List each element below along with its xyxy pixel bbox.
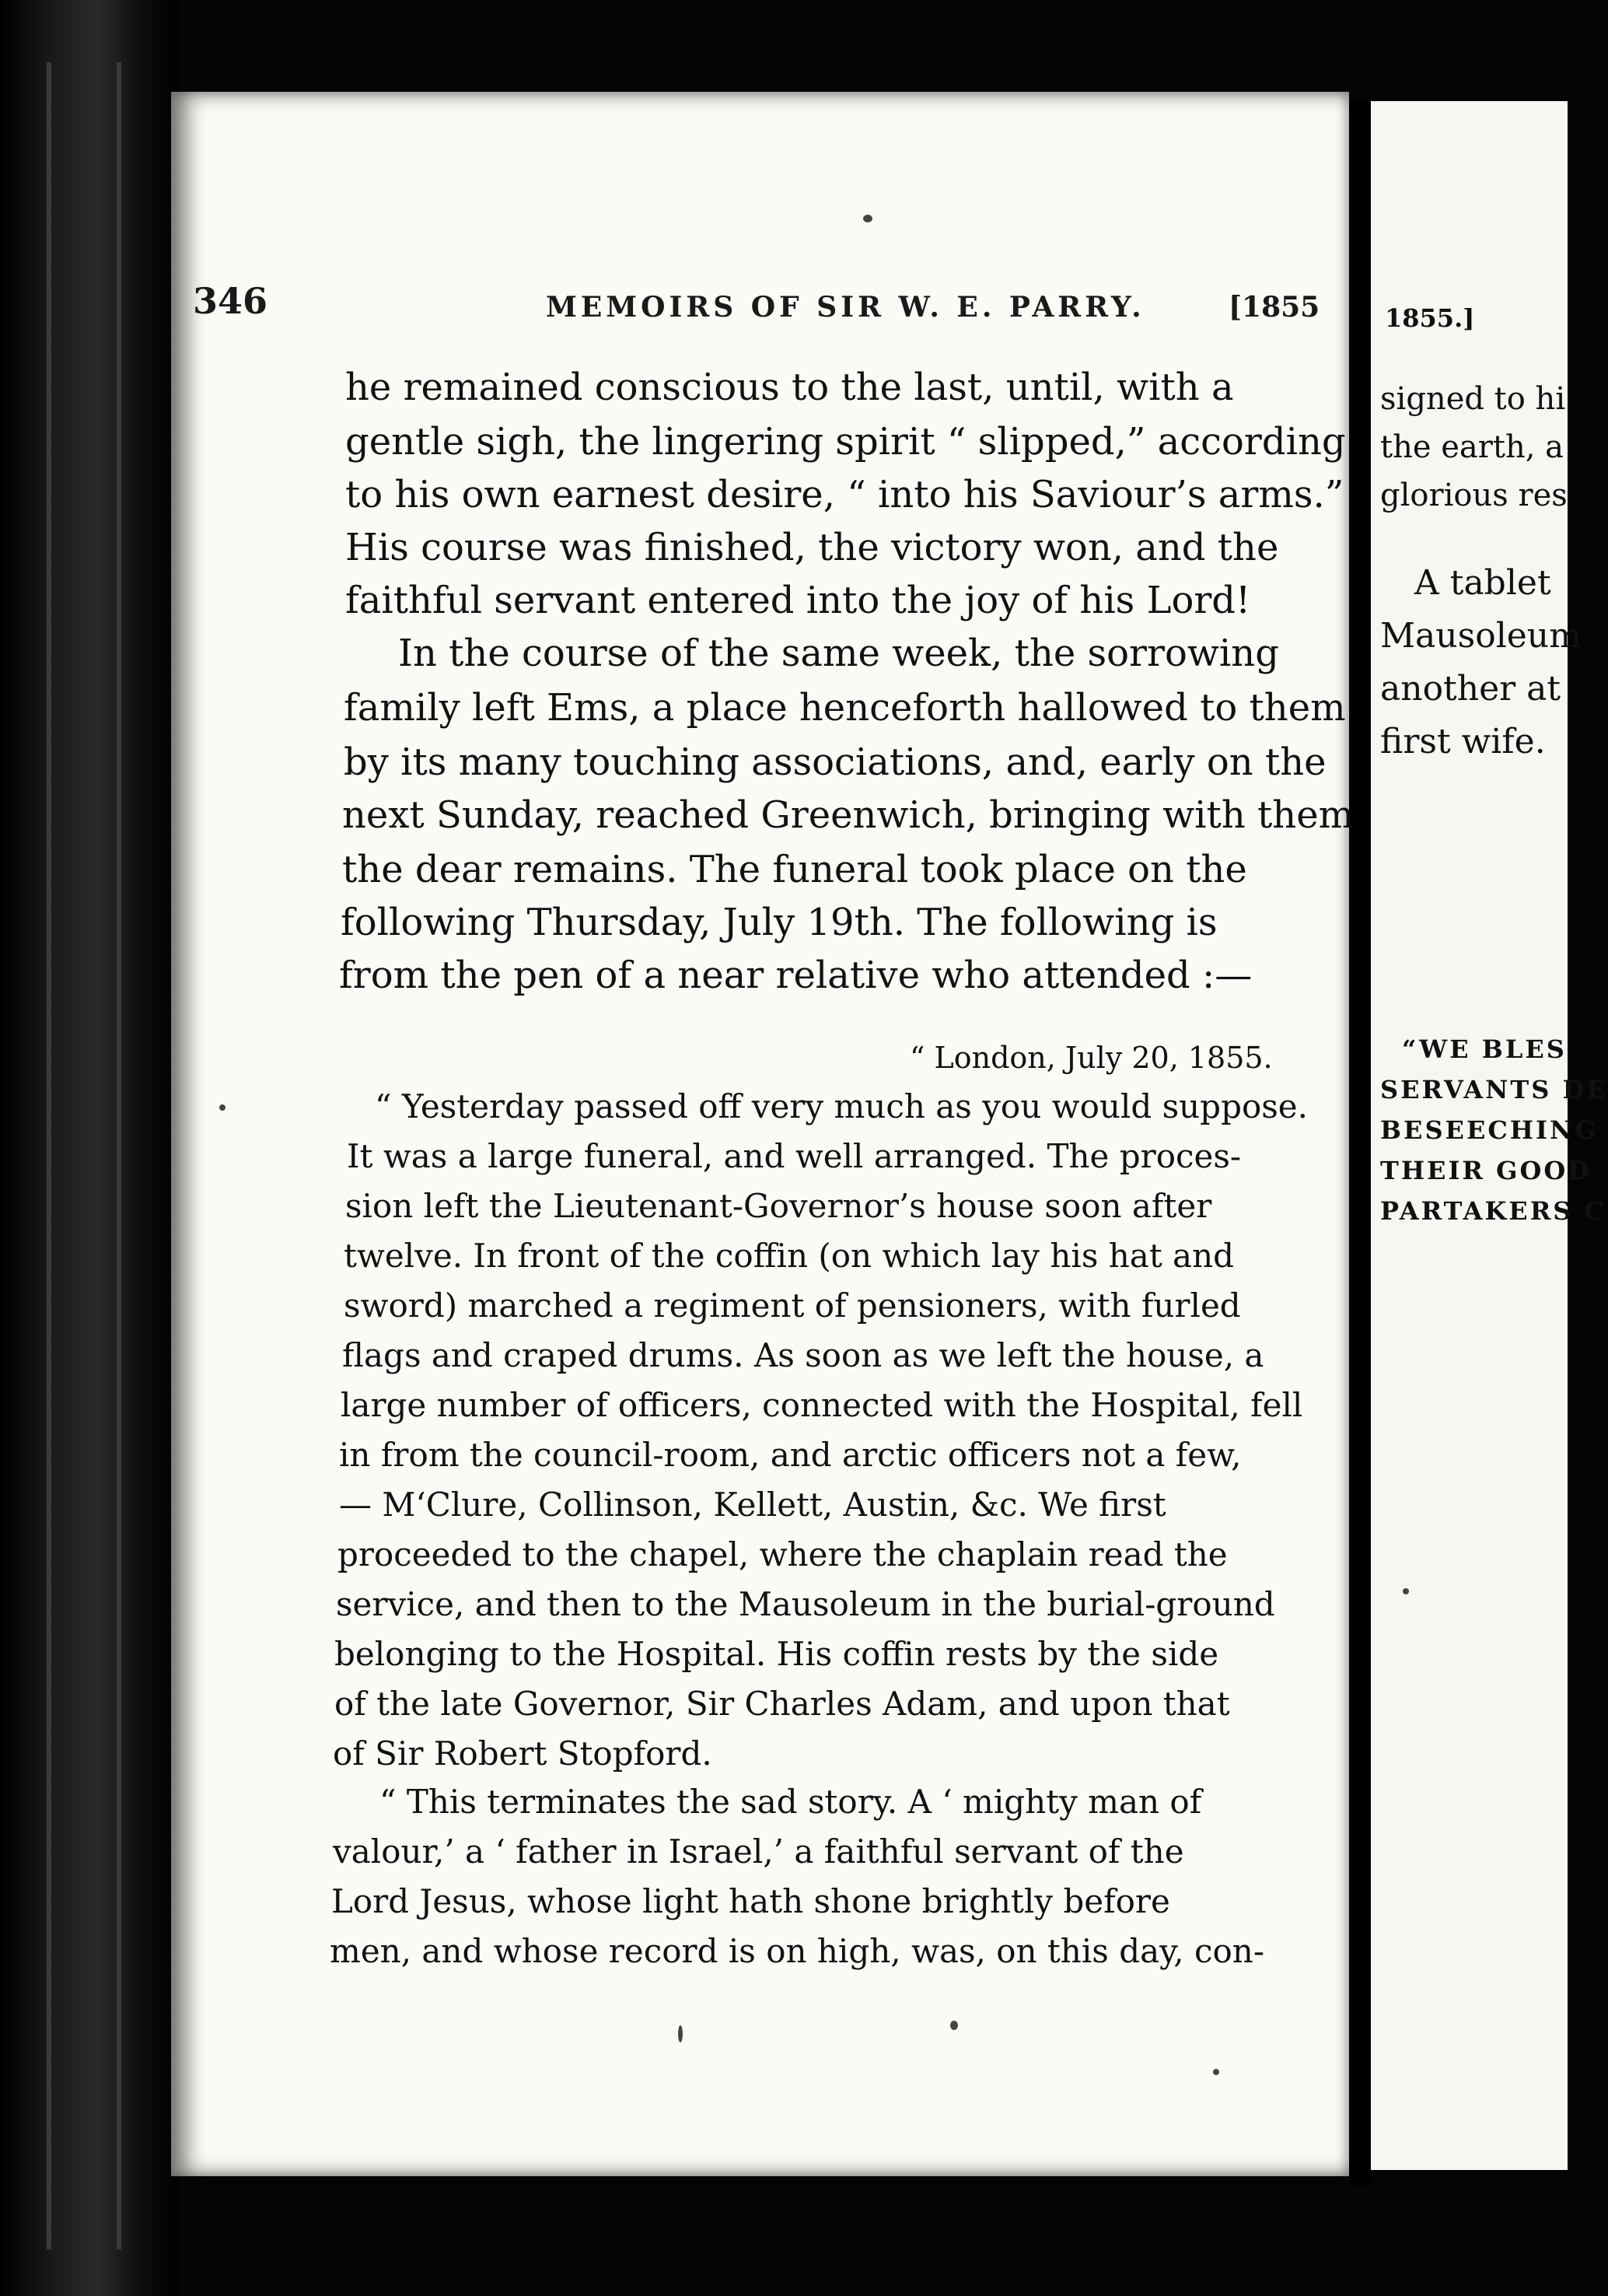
facing-page bbox=[1371, 101, 1608, 2170]
text-line: gentle sigh, the lingering spirit “ slipped,” according bbox=[345, 420, 1346, 464]
text-line: twelve. In front of the coffin (on which lay his hat and bbox=[344, 1237, 1235, 1275]
ink-speck bbox=[678, 2025, 683, 2042]
binding-streak bbox=[47, 62, 51, 2249]
text-line: from the pen of a near relative who attended :— bbox=[339, 954, 1253, 997]
text-line: “ Yesterday passed off very much as you would suppose. bbox=[375, 1087, 1308, 1125]
ink-speck bbox=[1403, 1588, 1409, 1594]
text-line: in from the council-room, and arctic officers not a few, bbox=[339, 1436, 1242, 1474]
facing-line: Mausoleum bbox=[1380, 616, 1582, 656]
text-line: It was a large funeral, and well arranged. The proces- bbox=[347, 1137, 1242, 1175]
text-line: of the late Governor, Sir Charles Adam, and upon that bbox=[334, 1685, 1230, 1723]
text-line: flags and craped drums. As soon as we left the house, a bbox=[342, 1336, 1264, 1374]
text-line: proceeded to the chapel, where the chaplain read the bbox=[337, 1535, 1228, 1573]
letter-dateline: “ London, July 20, 1855. bbox=[910, 1041, 1273, 1075]
binding-streak bbox=[117, 62, 121, 2249]
text-line: following Thursday, July 19th. The following is bbox=[341, 901, 1218, 944]
text-line: to his own earnest desire, “ into his Saviour’s arms.” bbox=[345, 473, 1344, 516]
ink-speck bbox=[219, 1104, 225, 1111]
running-header bbox=[0, 280, 1568, 327]
text-line: sword) marched a regiment of pensioners, with furled bbox=[344, 1286, 1241, 1325]
text-line: — M‘Clure, Collinson, Kellett, Austin, &c. We first bbox=[339, 1486, 1166, 1524]
facing-line: another at bbox=[1380, 669, 1561, 709]
text-line: faithful servant entered into the joy of his Lord! bbox=[345, 579, 1251, 622]
text-line: service, and then to the Mausoleum in the burial-ground bbox=[336, 1585, 1275, 1623]
facing-line: “WE BLES bbox=[1402, 1034, 1567, 1064]
facing-line: BESEECHING bbox=[1380, 1115, 1599, 1145]
text-line: family left Ems, a place henceforth hallowed to them bbox=[344, 686, 1346, 730]
text-line: valour,’ a ‘ father in Israel,’ a faithful servant of the bbox=[333, 1832, 1184, 1871]
text-line: His course was finished, the victory won, and the bbox=[345, 526, 1279, 569]
book-binding bbox=[0, 0, 179, 2296]
facing-line: glorious res bbox=[1380, 478, 1568, 513]
facing-line: THEIR GOOD bbox=[1380, 1156, 1592, 1185]
text-line: “ This terminates the sad story. A ‘ mighty man of bbox=[379, 1783, 1202, 1821]
facing-line: A tablet bbox=[1414, 563, 1551, 603]
text-line: large number of officers, connected with the Hospital, fell bbox=[341, 1386, 1303, 1424]
facing-line: SERVANTS DE bbox=[1380, 1075, 1608, 1104]
facing-line: signed to hi bbox=[1380, 381, 1566, 417]
facing-line: PARTAKERS C bbox=[1380, 1196, 1606, 1226]
year-mark: [1855 bbox=[1229, 291, 1320, 324]
running-title: MEMOIRS OF SIR W. E. PARRY. bbox=[546, 291, 1145, 324]
page-number: 346 bbox=[193, 280, 268, 322]
ink-speck bbox=[950, 2021, 958, 2030]
text-line: belonging to the Hospital. His coffin rests by the side bbox=[334, 1635, 1219, 1673]
text-line: In the course of the same week, the sorrowing bbox=[398, 632, 1279, 675]
facing-header: 1855.] bbox=[1385, 303, 1475, 333]
text-line: of Sir Robert Stopford. bbox=[333, 1734, 712, 1773]
text-line: by its many touching associations, and, early on the bbox=[344, 740, 1327, 784]
text-line: he remained conscious to the last, until, with a bbox=[345, 366, 1234, 409]
text-line: next Sunday, reached Greenwich, bringing with them bbox=[342, 793, 1355, 837]
text-line: Lord Jesus, whose light hath shone brightly before bbox=[331, 1882, 1170, 1920]
text-line: men, and whose record is on high, was, on this day, con- bbox=[330, 1932, 1265, 1970]
text-line: the dear remains. The funeral took place on the bbox=[342, 848, 1247, 891]
facing-line: the earth, a bbox=[1380, 429, 1564, 465]
facing-line: first wife. bbox=[1380, 722, 1546, 761]
page-gutter bbox=[1349, 101, 1371, 2186]
text-line: sion left the Lieutenant-Governor’s house soon after bbox=[345, 1187, 1212, 1225]
ink-speck bbox=[1213, 2069, 1219, 2075]
ink-speck bbox=[863, 215, 872, 222]
